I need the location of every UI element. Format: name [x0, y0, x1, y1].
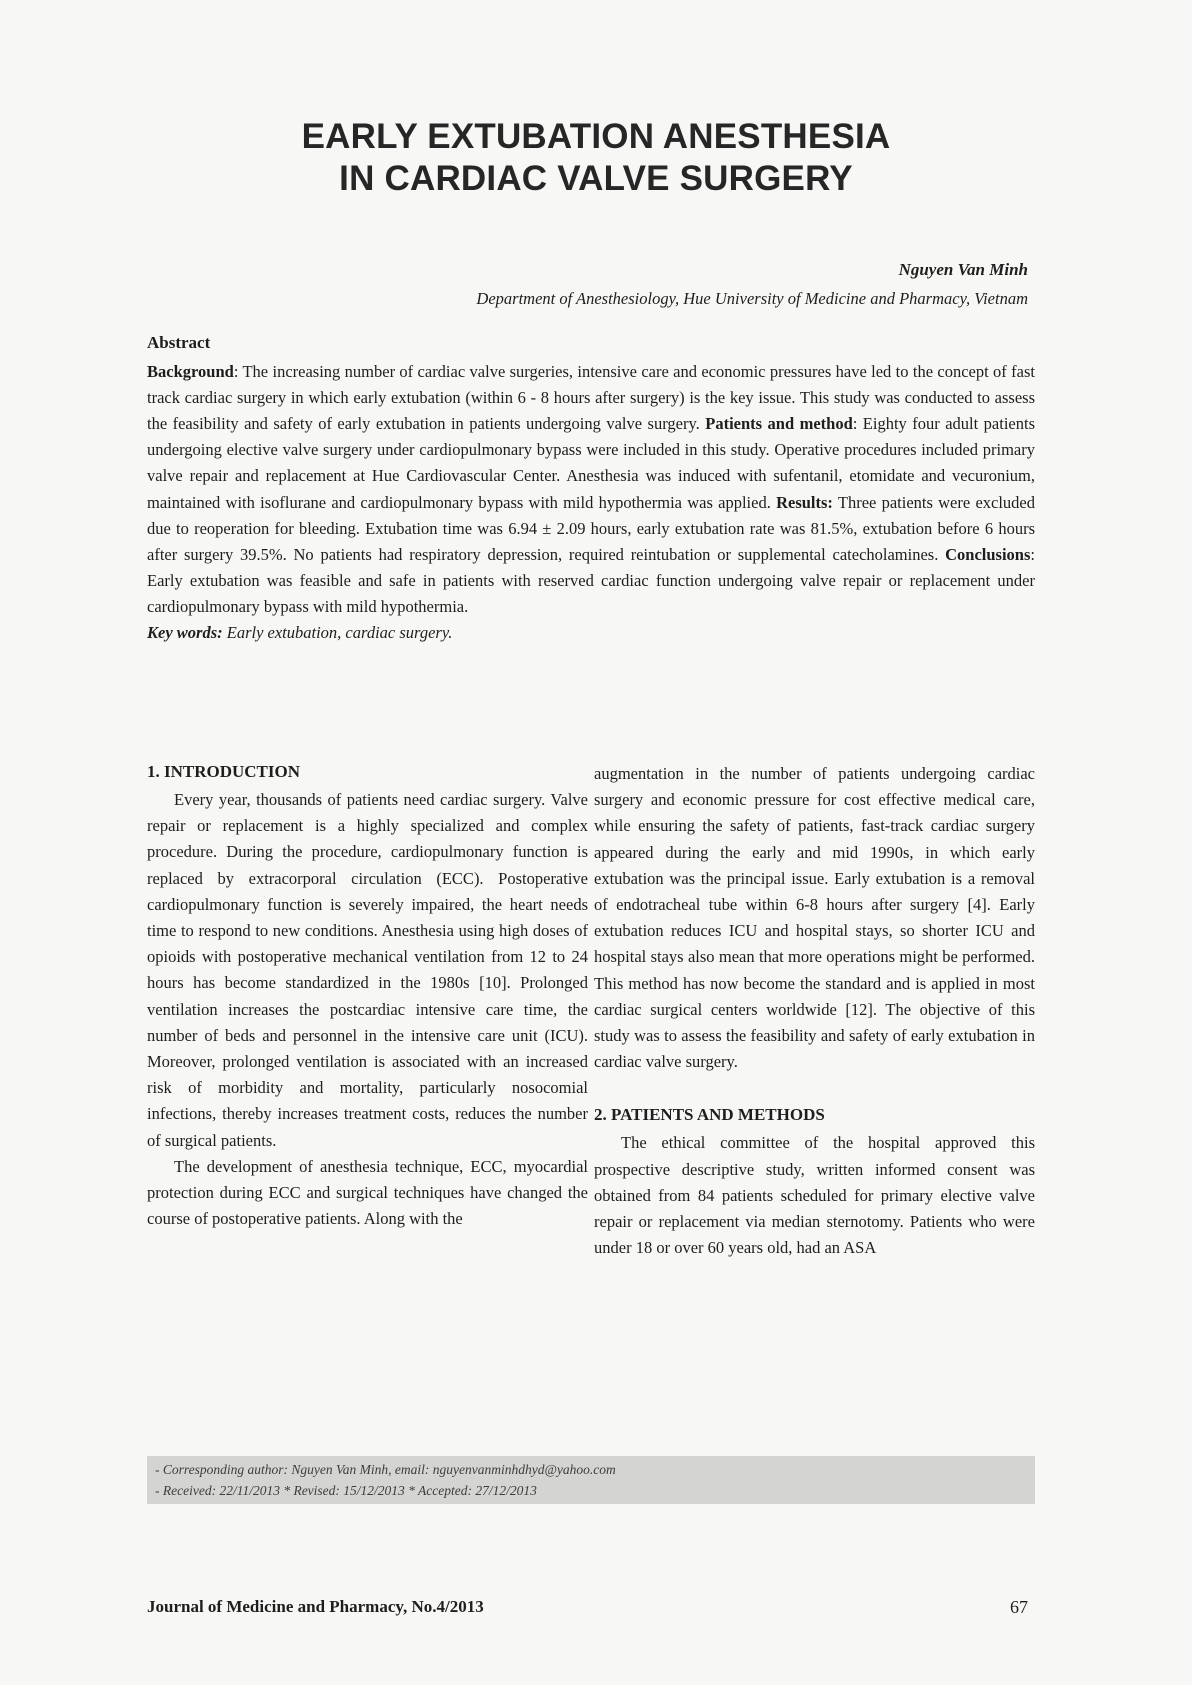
right-column [594, 761, 1035, 1261]
title-line-1: EARLY EXTUBATION ANESTHESIA [301, 117, 891, 156]
keywords-label: Key words: [147, 623, 223, 643]
introduction-heading: 1. INTRODUCTION [147, 762, 301, 781]
methods-label: Patients and method [705, 414, 853, 434]
abstract [147, 330, 1035, 646]
methods-paragraph-1: The ethical committee of the hospital approved this prospective descriptive study, written informed consent was obtained from 84 patients scheduled for primary elective valve repair or replacement via median sternotomy. Patients who were under 18 or over 60 years old, had an ASA [594, 1133, 1035, 1258]
corresponding-author-footnote [147, 1456, 1035, 1504]
results-text: Three patients were excluded due to reoperation for bleeding. Extubation time was 6.94 ± 2.09 hours, early extubation rate was 81.5%, extubation before 6 hours after surgery 39.5%. No patients had respiratory depression, required reintubation or supplemental catecholamines. [147, 492, 1035, 564]
author-name: Nguyen Van Minh [898, 260, 1028, 279]
intro-paragraph-1: Every year, thousands of patients need cardiac surgery. Valve repair or replacement is a highly specialized and complex procedure. During the procedure, cardiopulmonary function is replaced by extracorporal circulation (ECC). Postoperative cardiopulmonary function is severely impaired, the heart needs time to respond to new conditions. Anesthesia using high doses of opioids with postoperative mechanical ventilation from 12 to 24 hours has become standardized in the 1980s [10]. Prolonged ventilation increases the postcardiac intensive care time, the number of beds and personnel in the intensive care unit (ICU). Moreover, prolonged ventilation is associated with an increased risk of morbidity and mortality, particularly nosocomial infections, thereby increases treatment costs, reduces the number of surgical patients. [147, 790, 588, 1150]
keywords-text: Early extubation, cardiac surgery. [222, 623, 453, 643]
abstract-heading: Abstract [147, 333, 211, 352]
article-title [0, 116, 1192, 200]
intro-paragraph-2: The development of anesthesia technique, ECC, myocardial protection during ECC and surgical techniques have changed the course of postoperative patients. Along with the [147, 1156, 588, 1229]
footnote-line-1: - Corresponding author: Nguyen Van Minh, email: nguyenvanminhdhyd@yahoo.com [155, 1462, 616, 1477]
abstract-body [147, 359, 1035, 620]
results-label: Results: [776, 492, 833, 512]
conclusions-label: Conclusions [945, 544, 1031, 564]
background-label: Background [147, 362, 234, 382]
intro-paragraph-3: augmentation in the number of patients undergoing cardiac surgery and economic pressure for cost effective medical care, while ensuring the safety of patients, fast-track cardiac surgery appeared during the early and mid 1990s, in which early extubation was the principal issue. Early extubation is a removal of endotracheal tube within 6-8 hours after surgery [4]. Early extubation reduces ICU and hospital stays, so shorter ICU and hospital stays also mean that more operations might be performed. This method has now become the standard and is applied in most cardiac surgical centers worldwide [12]. The objective of this study was to assess the feasibility and safety of early extubation in cardiac valve surgery. [594, 764, 1035, 1072]
journal-footer: Journal of Medicine and Pharmacy, No.4/2013 [147, 1597, 484, 1616]
author-affiliation: Department of Anesthesiology, Hue University of Medicine and Pharmacy, Vietnam [476, 289, 1028, 308]
methods-heading: 2. PATIENTS AND METHODS [594, 1105, 825, 1125]
keywords [147, 620, 1035, 646]
conclusions-text: : Early extubation was feasible and safe in patients with reserved cardiac function undergoing valve repair or replacement under cardiopulmonary bypass with mild hypothermia. [147, 544, 1035, 616]
left-column [147, 760, 588, 1232]
page-number: 67 [1010, 1597, 1028, 1617]
background-text: : The increasing number of cardiac valve surgeries, intensive care and economic pressures have led to the concept of fast track cardiac surgery in which early extubation (within 6 - 8 hours after surgery) is the key issue. This study was conducted to assess the feasibility and safety of early extubation in patients undergoing valve surgery. [147, 362, 1035, 434]
title-line-2: IN CARDIAC VALVE SURGERY [339, 159, 853, 198]
methods-text: : Eighty four adult patients undergoing elective valve surgery under cardiopulmonary bypass were included in this study. Operative procedures included primary valve repair and replacement at Hue Cardiovascular Center. Anesthesia was induced with sufentanil, etomidate and vecuronium, maintained with isoflurane and cardiopulmonary bypass with mild hypothermia was applied. [147, 414, 1035, 512]
footnote-line-2: - Received: 22/11/2013 * Revised: 15/12/2013 * Accepted: 27/12/2013 [155, 1483, 537, 1498]
